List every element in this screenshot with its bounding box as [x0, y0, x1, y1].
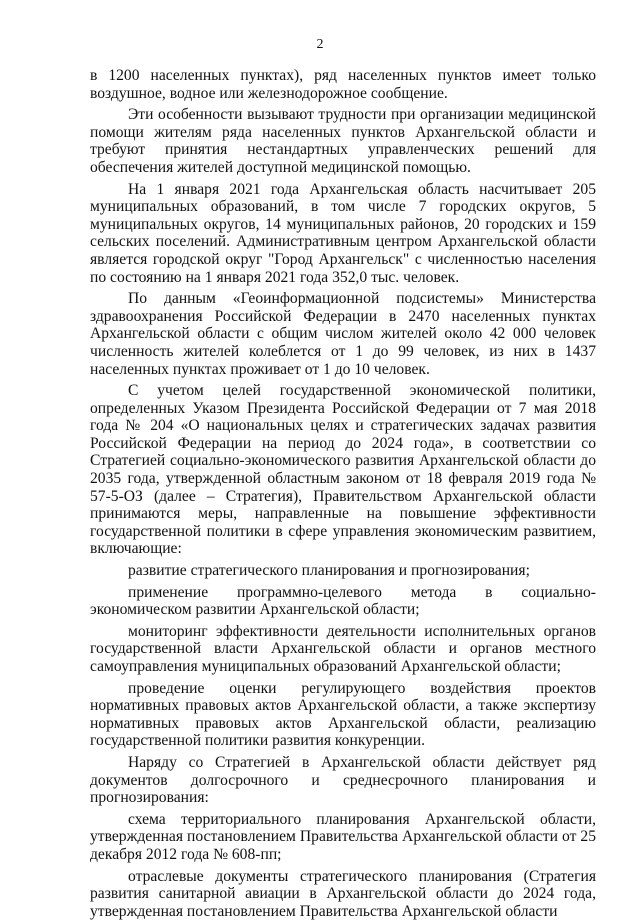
- page-number: 2: [316, 37, 324, 52]
- paragraph-economic-policy: С учетом целей государственной экономической политики, определенных Указом Президента Российской Федерации от 7 мая 2018 года № 204 «О национальных целях и стратегических задачах развития Российской Федерации на период до 2024 года», в соответствии со Стратегией социально-экономического развития Архангельской области до 2035 года, утвержденной областным законом от 18 февраля 2019 года № 57-5-ОЗ (далее – Стратегия), Правительством Архангельской области принимаются меры, направленные на повышение эффективности государственной политики в сфере управления экономическим развитием, включающие:: [90, 382, 596, 558]
- paragraph-planning-documents: Наряду со Стратегией в Архангельской области действует ряд документов долгосрочного и среднесрочного планирования и прогнозирования:: [90, 753, 596, 807]
- paragraph-municipalities: На 1 января 2021 года Архангельская область насчитывает 205 муниципальных образований, в том числе 7 городских округов, 5 муниципальных округов, 14 муниципальных районов, 20 городских и 159 сельских поселений. Административным центром Архангельской области является городской округ "Город Архангельск" с численностью населения по состоянию на 1 января 2021 года 352,0 тыс. человек.: [90, 180, 596, 286]
- list-item-program-method: применение программно-целевого метода в социально-экономическом развитии Архангельской области;: [90, 583, 596, 619]
- paragraph-geoinformation: По данным «Геоинформационной подсистемы» Министерства здравоохранения Российской Федерации в 2470 населенных пунктах Архангельской области с общим числом жителей около 42 000 человек численность жителей колеблется от 1 до 99 человек, из них в 1437 населенных пунктах проживает от 1 до 10 человек.: [90, 290, 596, 378]
- list-item-strategic-planning: развитие стратегического планирования и прогнозирования;: [128, 562, 530, 580]
- document-body: [90, 67, 596, 924]
- paragraph-continuation: в 1200 населенных пунктах), ряд населенных пунктов имеет только воздушное, водное или железнодорожное сообщение.: [90, 67, 596, 102]
- paragraph-difficulties: Эти особенности вызывают трудности при организации медицинской помощи жителям ряда населенных пунктов Архангельской области и требуют принятия нестандартных управленческих решений для обеспечения жителей доступной медицинской помощью.: [90, 106, 596, 176]
- list-item-sectoral-documents: отраслевые документы стратегического планирования (Стратегия развития санитарной авиации в Архангельской области до 2024 года, утвержденная постановлением Правительства Архангельской области: [90, 867, 596, 920]
- list-item-territorial-scheme: схема территориального планирования Архангельской области, утвержденная постановлением Правительства Архангельской области от 25 декабря 2012 года № 608-пп;: [90, 810, 596, 863]
- list-item-regulatory-assessment: проведение оценки регулирующего воздействия проектов нормативных правовых актов Архангельской области, а также экспертизу нормативных правовых актов Архангельской области, реализацию государственной политики развития конкуренции.: [90, 679, 596, 750]
- list-item-monitoring: мониторинг эффективности деятельности исполнительных органов государственной власти Архангельской области и органов местного самоуправления муниципальных образований Архангельской области;: [90, 622, 596, 675]
